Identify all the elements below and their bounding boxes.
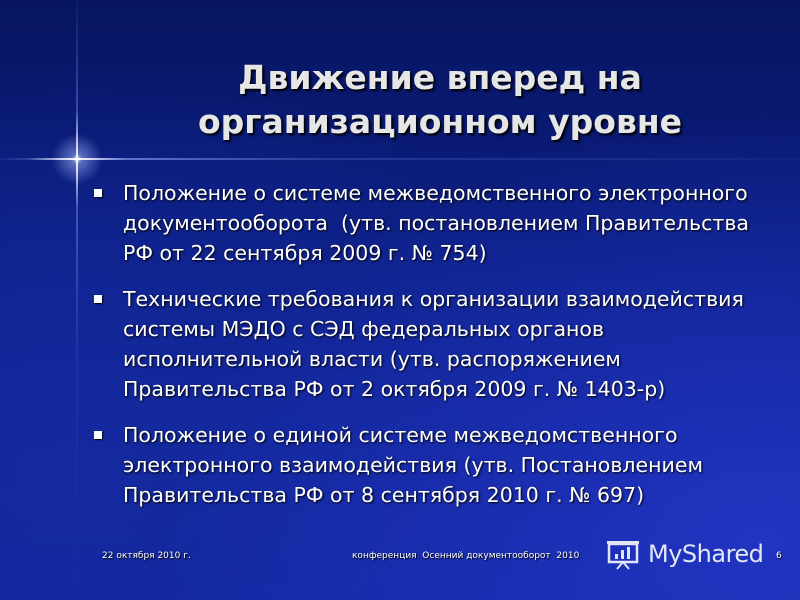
square-bullet-icon bbox=[94, 189, 102, 197]
square-bullet-icon bbox=[94, 295, 102, 303]
footer-conference: конференция Осенний документооборот 2010 bbox=[352, 551, 580, 561]
bullet-line: Правительства РФ от 8 сентября 2010 г. № 697) bbox=[123, 483, 645, 507]
watermark-logo[interactable] bbox=[606, 534, 776, 574]
footer-date: 22 октября 2010 г. bbox=[102, 551, 191, 561]
bullet-item bbox=[92, 284, 782, 404]
presentation-board-icon bbox=[606, 537, 640, 571]
bullet-line: электронного взаимодействия (утв. Постановлением bbox=[123, 453, 703, 477]
bullet-line: документооборота (утв. постановлением Правительства bbox=[123, 211, 749, 235]
bullet-line: Положение о единой системе межведомственного bbox=[123, 423, 678, 447]
slide-title bbox=[140, 56, 740, 144]
square-bullet-icon bbox=[94, 431, 102, 439]
bullet-item bbox=[92, 420, 782, 510]
watermark-text: MyShared bbox=[648, 540, 764, 568]
bullet-line: РФ от 22 сентября 2009 г. № 754) bbox=[123, 241, 487, 265]
slide-title-line: организационном уровне bbox=[197, 102, 683, 141]
bullet-item bbox=[92, 178, 782, 268]
bullet-line: исполнительной власти (утв. распоряжением bbox=[123, 347, 621, 371]
bullet-line: Положение о системе межведомственного электронного bbox=[123, 181, 748, 205]
bullet-line: системы МЭДО с СЭД федеральных органов bbox=[123, 317, 605, 341]
page-number: 6 bbox=[776, 551, 782, 561]
slide-title-line: Движение вперед на bbox=[238, 58, 642, 97]
bullet-line: Правительства РФ от 2 октября 2009 г. № 1403-р) bbox=[123, 377, 666, 401]
decorative-vertical-line bbox=[76, 0, 78, 600]
bullet-line: Технические требования к организации взаимодействия bbox=[123, 287, 744, 311]
bullet-list bbox=[92, 178, 782, 526]
